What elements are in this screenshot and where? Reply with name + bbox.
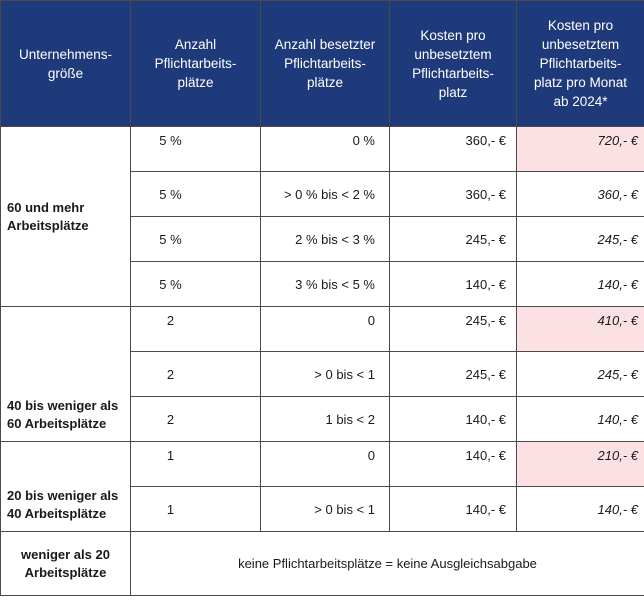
keine-ausgleichsabgabe-note: keine Pflichtarbeitsplätze = keine Ausgleichsabgabe <box>131 532 644 596</box>
unternehmensgroesse-cell: 40 bis weniger als 60 Arbeitsplätze <box>1 307 131 442</box>
header-row <box>1 1 644 127</box>
kosten-2024-cell: 245,- € <box>517 352 644 397</box>
kosten-2024-cell: 140,- € <box>517 397 644 442</box>
besetzt-cell: > 0 bis < 1 <box>261 352 390 397</box>
kosten-cell: 245,- € <box>390 352 517 397</box>
unternehmensgroesse-cell: 60 und mehr Arbeitsplätze <box>1 127 131 307</box>
kosten-cell: 360,- € <box>390 127 517 172</box>
table-row <box>1 532 644 596</box>
unternehmensgroesse-cell: 20 bis weniger als 40 Arbeitsplätze <box>1 442 131 532</box>
anzahl-cell: 2 <box>131 307 261 352</box>
kosten-cell: 140,- € <box>390 262 517 307</box>
kosten-cell: 140,- € <box>390 487 517 532</box>
anzahl-cell: 2 <box>131 397 261 442</box>
header-anzahl-pflichtarbeitsplaetze: Anzahl Pflichtarbeits- plätze <box>131 1 261 127</box>
header-unternehmensgroesse: Unternehmens- größe <box>1 1 131 127</box>
anzahl-cell: 5 % <box>131 127 261 172</box>
besetzt-cell: > 0 bis < 1 <box>261 487 390 532</box>
anzahl-cell: 1 <box>131 442 261 487</box>
besetzt-cell: > 0 % bis < 2 % <box>261 172 390 217</box>
kosten-cell: 245,- € <box>390 307 517 352</box>
table-row <box>1 127 644 172</box>
kosten-cell: 360,- € <box>390 172 517 217</box>
besetzt-cell: 0 <box>261 442 390 487</box>
anzahl-cell: 2 <box>131 352 261 397</box>
table-row <box>1 442 644 487</box>
table-row <box>1 307 644 352</box>
besetzt-cell: 2 % bis < 3 % <box>261 217 390 262</box>
besetzt-cell: 1 bis < 2 <box>261 397 390 442</box>
kosten-2024-cell: 410,- € <box>517 307 644 352</box>
kosten-2024-cell: 360,- € <box>517 172 644 217</box>
kosten-2024-cell: 720,- € <box>517 127 644 172</box>
kosten-2024-cell: 140,- € <box>517 262 644 307</box>
table-body <box>1 127 644 596</box>
anzahl-cell: 5 % <box>131 262 261 307</box>
header-kosten-2024: Kosten pro unbesetztem Pflichtarbeits- platz pro Monat ab 2024* <box>517 1 644 127</box>
header-kosten: Kosten pro unbesetztem Pflichtarbeits- platz <box>390 1 517 127</box>
kosten-2024-cell: 140,- € <box>517 487 644 532</box>
besetzt-cell: 3 % bis < 5 % <box>261 262 390 307</box>
kosten-cell: 140,- € <box>390 397 517 442</box>
unternehmensgroesse-cell: weniger als 20 Arbeitsplätze <box>1 532 131 596</box>
besetzt-cell: 0 <box>261 307 390 352</box>
kosten-2024-cell: 245,- € <box>517 217 644 262</box>
anzahl-cell: 1 <box>131 487 261 532</box>
anzahl-cell: 5 % <box>131 172 261 217</box>
table-header <box>1 1 644 127</box>
besetzt-cell: 0 % <box>261 127 390 172</box>
header-anzahl-besetzter: Anzahl besetzter Pflichtarbeits- plätze <box>261 1 390 127</box>
anzahl-cell: 5 % <box>131 217 261 262</box>
kosten-2024-cell: 210,- € <box>517 442 644 487</box>
kosten-cell: 140,- € <box>390 442 517 487</box>
kosten-cell: 245,- € <box>390 217 517 262</box>
